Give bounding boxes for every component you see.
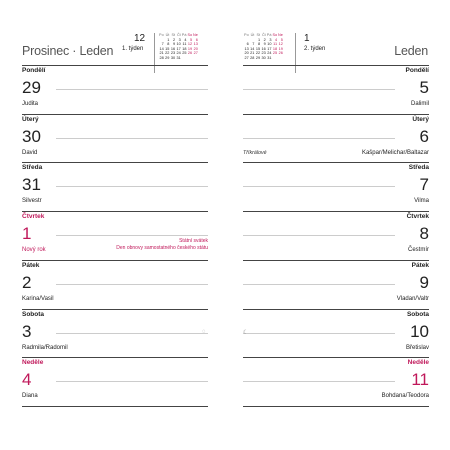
mini-calendar-header: Po <box>244 33 249 37</box>
nameday: Čestmír <box>408 247 429 254</box>
mini-calendar-day: 31 <box>176 55 181 60</box>
mini-calendar-day: 22 <box>165 51 170 56</box>
mini-calendar-day: 12 <box>187 42 193 47</box>
mini-calendar-day: 19 <box>187 46 193 51</box>
day-number: 3 <box>22 321 32 341</box>
nameday: Vladan/Valtr <box>396 295 429 302</box>
day-number: 30 <box>22 126 41 146</box>
mini-calendar-day: 7 <box>161 42 164 47</box>
writing-line <box>56 284 208 285</box>
writing-line <box>243 186 395 187</box>
writing-line <box>243 138 395 139</box>
mini-calendar-day: 23 <box>170 51 176 56</box>
week-label: 2. týden <box>304 46 326 52</box>
nameday: Diana <box>22 393 38 400</box>
day-separator <box>22 260 208 261</box>
mini-calendar-day: 1 <box>167 37 170 42</box>
bottom-rule <box>243 406 429 407</box>
mini-calendar-day: 18 <box>182 46 187 51</box>
mini-calendar-day <box>277 56 283 61</box>
mini-calendar-day: 20 <box>193 46 198 51</box>
mini-calendar-day: 6 <box>246 42 249 47</box>
mini-calendar-day: 15 <box>255 46 261 51</box>
mini-calendar-header: Ne <box>192 33 198 37</box>
mini-calendar-day: 1 <box>257 37 261 42</box>
day-name: Středa <box>22 164 43 172</box>
writing-line <box>56 89 208 90</box>
mini-calendar-header: Pá <box>181 33 187 37</box>
mini-calendar-day: 18 <box>272 46 278 51</box>
moon-phase-icon: ☾ <box>243 329 249 336</box>
mini-calendar-header: St <box>171 33 176 37</box>
mini-calendar-day: 15 <box>165 46 170 51</box>
mini-calendar-day: 14 <box>159 46 164 51</box>
mini-calendar-header: Út <box>165 33 170 37</box>
day-note: Tříkrálové <box>243 149 267 156</box>
nameday: Karina/Vasil <box>22 295 54 302</box>
mini-calendar-day: 2 <box>263 37 266 42</box>
mini-calendar-day: 11 <box>182 42 187 47</box>
day-separator <box>22 309 208 310</box>
writing-line <box>243 89 395 90</box>
day-number: 10 <box>410 321 429 341</box>
nameday: Kašpar/Melichar/Baltazar <box>361 149 429 156</box>
day-separator <box>22 114 208 115</box>
mini-calendar-day: 13 <box>193 42 198 47</box>
week-label: 1. týden <box>122 46 144 52</box>
day-name: Neděle <box>407 359 429 367</box>
mini-calendar-header: Čt <box>176 33 181 37</box>
writing-line <box>56 381 208 382</box>
month-title: Leden <box>394 44 428 58</box>
day-number: 1 <box>22 224 32 244</box>
mini-calendar-day: 16 <box>261 46 266 51</box>
day-name: Úterý <box>22 115 39 123</box>
mini-calendar-day: 7 <box>252 42 255 47</box>
nameday: Silvestr <box>22 198 42 205</box>
nameday: Břetislav <box>405 344 429 351</box>
day-name: Čtvrtek <box>22 213 45 221</box>
day-name: Pondělí <box>22 67 46 74</box>
mini-calendar-day: 3 <box>269 37 272 42</box>
day-separator <box>22 65 208 66</box>
mini-calendar-day: 5 <box>280 37 283 42</box>
mini-calendar-day: 29 <box>255 55 261 60</box>
mini-calendar-day: 2 <box>172 37 176 42</box>
day-separator <box>243 260 429 261</box>
mini-calendar-day <box>192 56 198 61</box>
writing-line <box>243 333 395 334</box>
mini-calendar-day: 6 <box>195 37 198 42</box>
right-page <box>225 0 450 450</box>
mini-calendar-day: 30 <box>170 55 176 60</box>
nameday: David <box>22 149 38 156</box>
mini-calendar-day: 17 <box>267 46 272 51</box>
day-number: 29 <box>22 78 41 97</box>
day-number: 9 <box>419 272 429 292</box>
mini-calendar-day: 21 <box>159 51 164 56</box>
day-name: Středa <box>408 164 429 172</box>
mini-calendar-day: 5 <box>190 37 193 42</box>
mini-calendar-day: 12 <box>278 42 283 47</box>
mini-calendar-day: 25 <box>182 51 187 56</box>
mini-calendar-header: Po <box>159 33 164 37</box>
mini-calendar-day: 10 <box>176 42 181 47</box>
day-number: 5 <box>419 78 429 97</box>
mini-calendar-day: 13 <box>244 46 249 51</box>
writing-line <box>243 284 395 285</box>
day-number: 31 <box>22 175 41 195</box>
mini-calendar-day: 8 <box>257 42 261 47</box>
mini-calendar-day: 23 <box>261 51 266 56</box>
day-separator <box>22 162 208 163</box>
mini-calendar-day: 28 <box>250 55 255 60</box>
mini-calendar-day: 24 <box>267 51 272 56</box>
header-divider <box>295 33 296 73</box>
day-separator <box>243 114 429 115</box>
header-divider <box>154 33 155 73</box>
week-number: 1 <box>304 33 310 44</box>
writing-line <box>56 186 208 187</box>
day-separator <box>22 211 208 212</box>
moon-phase-icon: ◌ <box>202 328 206 335</box>
bottom-rule <box>22 406 208 407</box>
mini-calendar-day: 25 <box>272 51 278 56</box>
mini-calendar-header: So <box>187 33 193 37</box>
nameday: Radmila/Radomil <box>22 344 68 351</box>
writing-line <box>56 333 208 334</box>
mini-calendar-day: 26 <box>278 51 283 56</box>
mini-calendar-day: 4 <box>275 37 278 42</box>
mini-calendar-day: 26 <box>187 51 193 56</box>
mini-calendar-day: 14 <box>250 46 255 51</box>
mini-calendar-day: 31 <box>267 55 272 60</box>
mini-calendar-day: 20 <box>244 51 249 56</box>
mini-calendar-day: 3 <box>178 37 181 42</box>
mini-calendar-day: 29 <box>165 55 170 60</box>
day-number: 7 <box>419 175 429 195</box>
day-name: Sobota <box>406 310 429 318</box>
day-name: Čtvrtek <box>406 213 429 221</box>
day-name: Sobota <box>22 310 45 318</box>
mini-calendar <box>158 33 198 61</box>
holiday-description: Den obnovy samostatného českého státu <box>116 245 208 252</box>
writing-line <box>56 138 208 139</box>
day-separator <box>22 357 208 358</box>
month-title: Prosinec · Leden <box>22 44 114 58</box>
writing-line <box>56 235 208 236</box>
mini-calendar-header: So <box>272 33 278 37</box>
mini-calendar-day: 19 <box>278 46 283 51</box>
mini-calendar-day: 8 <box>167 42 170 47</box>
day-separator <box>243 211 429 212</box>
mini-calendar-day: 27 <box>193 51 198 56</box>
nameday: Dalimil <box>411 101 429 107</box>
writing-line <box>243 381 395 382</box>
day-name: Neděle <box>22 359 44 367</box>
day-number: 6 <box>419 126 429 146</box>
mini-calendar-header: Ne <box>277 33 283 37</box>
nameday: Judita <box>22 101 39 107</box>
mini-calendar-day: 16 <box>170 46 176 51</box>
mini-calendar-day: 9 <box>172 42 176 47</box>
day-separator <box>243 309 429 310</box>
day-name: Úterý <box>412 115 429 123</box>
mini-calendar-header: Út <box>250 33 255 37</box>
mini-calendar-header: St <box>256 33 261 37</box>
day-number: 4 <box>22 370 32 390</box>
mini-calendar-day: 30 <box>261 55 266 60</box>
day-separator <box>243 357 429 358</box>
mini-calendar-header: Pá <box>266 33 272 37</box>
nameday: Bohdana/Teodora <box>381 393 429 400</box>
mini-calendar-day: 24 <box>176 51 181 56</box>
mini-calendar-header: Čt <box>261 33 266 37</box>
day-name: Pátek <box>22 261 40 269</box>
day-number: 2 <box>22 272 32 292</box>
nameday: Nový rok <box>22 247 46 254</box>
holiday-label: Státní svátek <box>179 238 208 245</box>
week-number: 12 <box>134 33 146 44</box>
mini-calendar-day: 22 <box>255 51 261 56</box>
mini-calendar <box>243 33 283 61</box>
mini-calendar-day: 28 <box>159 55 164 60</box>
mini-calendar-day: 11 <box>273 42 278 47</box>
mini-calendar-day: 17 <box>176 46 181 51</box>
mini-calendar-day: 27 <box>244 55 249 60</box>
mini-calendar-day: 4 <box>184 37 187 42</box>
mini-calendar-day: 9 <box>263 42 266 47</box>
mini-calendar-day: 10 <box>267 42 272 47</box>
nameday: Vilma <box>414 198 429 205</box>
day-name: Pátek <box>411 261 429 269</box>
day-number: 11 <box>411 370 429 390</box>
writing-line <box>243 235 395 236</box>
day-separator <box>243 65 429 66</box>
day-name: Pondělí <box>405 67 429 74</box>
day-number: 8 <box>419 224 429 244</box>
day-separator <box>243 162 429 163</box>
mini-calendar-day: 21 <box>250 51 255 56</box>
